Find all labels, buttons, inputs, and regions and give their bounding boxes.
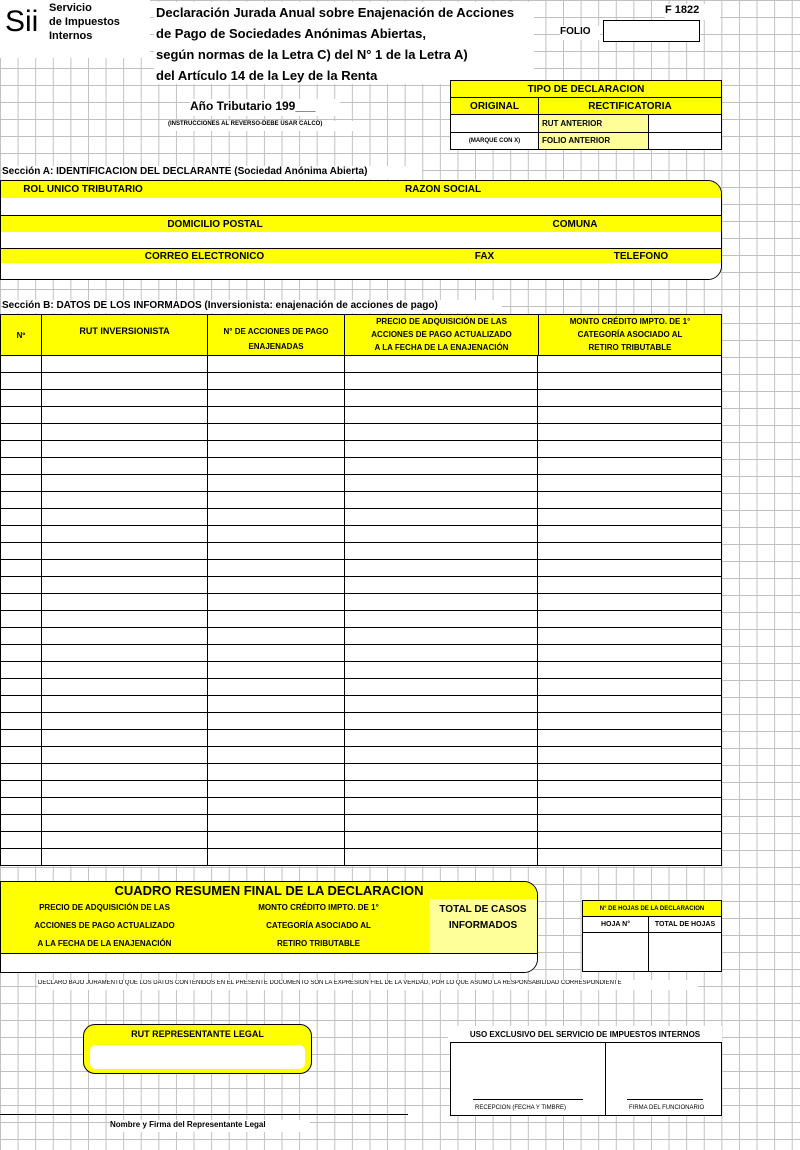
table-cell[interactable]	[538, 373, 722, 390]
col-monto-line-2: CATEGORÍA ASOCIADO AL	[577, 330, 683, 339]
folio-label: FOLIO	[560, 26, 600, 40]
table-cell[interactable]	[207, 679, 344, 696]
domicilio-label: DOMICILIO POSTAL	[1, 215, 430, 233]
table-cell[interactable]	[41, 441, 207, 458]
table-cell[interactable]	[344, 611, 538, 628]
table-cell[interactable]	[41, 373, 207, 390]
resumen-monto-line-3: RETIRO TRIBUTABLE	[277, 939, 360, 948]
table-cell[interactable]	[344, 509, 538, 526]
table-cell[interactable]	[1, 543, 42, 560]
table-row	[1, 611, 722, 628]
table-cell[interactable]	[344, 441, 538, 458]
table-cell[interactable]	[41, 713, 207, 730]
table-cell[interactable]	[538, 645, 722, 662]
table-cell[interactable]	[207, 849, 344, 866]
table-cell[interactable]	[207, 662, 344, 679]
table-cell[interactable]	[1, 849, 42, 866]
uso-exclusivo-box	[450, 1042, 722, 1116]
table-cell[interactable]	[344, 475, 538, 492]
col-acciones-line-1: N° DE ACCIONES DE PAGO	[223, 327, 329, 336]
form-title-line-2: de Pago de Sociedades Anónimas Abiertas,	[156, 26, 426, 41]
table-row	[1, 815, 722, 832]
table-cell[interactable]	[538, 815, 722, 832]
form-code: F 1822	[665, 4, 720, 20]
table-cell[interactable]	[41, 577, 207, 594]
correo-label: CORREO ELECTRONICO	[1, 248, 409, 264]
table-cell[interactable]	[1, 458, 42, 475]
table-row	[1, 475, 722, 492]
oath-text: DECLARO BAJO JURAMENTO QUE LOS DATOS CONTENIDOS EN EL PRESENTE DOCUMENTO SON LA EXPRESION FIEL DE LA VERDAD, POR LO QUE ASUMO LA RESPONSABILIDAD CORRESPONDIENTE	[38, 980, 698, 990]
resumen-monto-field[interactable]	[208, 953, 430, 972]
table-cell[interactable]	[1, 509, 42, 526]
resumen-precio-line-1: PRECIO DE ADQUISICIÓN DE LAS	[39, 903, 170, 912]
table-cell[interactable]	[207, 628, 344, 645]
table-cell[interactable]	[538, 543, 722, 560]
col-monto-line-3: RETIRO TRIBUTABLE	[588, 343, 672, 352]
table-cell[interactable]	[41, 424, 207, 441]
informados-table	[0, 355, 722, 866]
table-cell[interactable]	[207, 526, 344, 543]
table-cell[interactable]	[344, 373, 538, 390]
table-cell[interactable]	[1, 577, 42, 594]
correo-field[interactable]	[1, 263, 409, 279]
table-cell[interactable]	[538, 832, 722, 849]
table-cell[interactable]	[207, 492, 344, 509]
marque-note: (MARQUE CON X)	[450, 132, 539, 150]
table-cell[interactable]	[538, 679, 722, 696]
comuna-label: COMUNA	[429, 215, 721, 233]
table-cell[interactable]	[41, 407, 207, 424]
table-row	[1, 662, 722, 679]
fax-label: FAX	[408, 248, 562, 264]
table-cell[interactable]	[41, 832, 207, 849]
tipo-declaracion-title: TIPO DE DECLARACION	[450, 80, 722, 98]
table-cell[interactable]	[1, 798, 42, 815]
table-cell[interactable]	[538, 390, 722, 407]
table-row	[1, 356, 722, 373]
tipo-original[interactable]: ORIGINAL	[450, 97, 539, 115]
total-hojas-field[interactable]	[648, 932, 722, 972]
rut-representante-field[interactable]	[90, 1045, 305, 1069]
table-cell[interactable]	[538, 798, 722, 815]
table-cell[interactable]	[1, 696, 42, 713]
table-cell[interactable]	[1, 679, 42, 696]
section-b-title: Sección B: DATOS DE LOS INFORMADOS (Inversionista: enajenación de acciones de pago)	[2, 300, 502, 313]
table-cell[interactable]	[207, 645, 344, 662]
table-cell[interactable]	[41, 679, 207, 696]
table-cell[interactable]	[344, 407, 538, 424]
table-cell[interactable]	[41, 781, 207, 798]
table-cell[interactable]	[538, 424, 722, 441]
table-cell[interactable]	[207, 713, 344, 730]
sii-logo	[0, 0, 150, 58]
table-cell[interactable]	[538, 730, 722, 747]
col-monto-line-1: MONTO CRÉDITO IMPTO. DE 1°	[569, 317, 691, 326]
table-row	[1, 628, 722, 645]
table-cell[interactable]	[538, 713, 722, 730]
table-cell[interactable]	[344, 781, 538, 798]
table-cell[interactable]	[41, 526, 207, 543]
telefono-field[interactable]	[561, 263, 721, 279]
table-row	[1, 577, 722, 594]
table-cell[interactable]	[538, 611, 722, 628]
table-cell[interactable]	[41, 560, 207, 577]
original-checkbox[interactable]	[450, 114, 539, 133]
table-cell[interactable]	[538, 662, 722, 679]
resumen-precio-field[interactable]	[1, 953, 209, 972]
table-cell[interactable]	[1, 832, 42, 849]
section-a-title: Sección A: IDENTIFICACION DEL DECLARANTE (Sociedad Anónima Abierta)	[2, 166, 422, 179]
table-row	[1, 594, 722, 611]
form-title	[154, 2, 534, 84]
table-cell[interactable]	[1, 526, 42, 543]
uso-exclusivo-title: USO EXCLUSIVO DEL SERVICIO DE IMPUESTOS INTERNOS	[448, 1026, 722, 1042]
table-row	[1, 832, 722, 849]
table-cell[interactable]	[538, 475, 722, 492]
hoja-n-field[interactable]	[582, 932, 649, 972]
col-precio-line-1: PRECIO DE ADQUISICIÓN DE LAS	[376, 317, 507, 326]
table-row	[1, 696, 722, 713]
table-cell[interactable]	[344, 543, 538, 560]
folio-field[interactable]	[603, 20, 700, 42]
firma-representante-label: Nombre y Firma del Representante Legal	[110, 1120, 310, 1132]
table-cell[interactable]	[41, 849, 207, 866]
resumen-monto-line-2: CATEGORÍA ASOCIADO AL	[266, 921, 371, 930]
table-row	[1, 492, 722, 509]
table-cell[interactable]	[41, 509, 207, 526]
table-cell[interactable]	[344, 662, 538, 679]
table-cell[interactable]	[1, 492, 42, 509]
ano-tributario: Año Tributario 199___	[190, 99, 340, 116]
total-hojas-label: TOTAL DE HOJAS	[648, 916, 722, 933]
table-row	[1, 458, 722, 475]
table-cell[interactable]	[207, 832, 344, 849]
resumen-title: CUADRO RESUMEN FINAL DE LA DECLARACION	[1, 882, 537, 900]
table-cell[interactable]	[344, 390, 538, 407]
representante-box	[83, 1024, 312, 1074]
table-cell[interactable]	[344, 577, 538, 594]
table-cell[interactable]	[41, 458, 207, 475]
table-cell[interactable]	[344, 713, 538, 730]
funcionario-line	[627, 1099, 703, 1100]
table-row	[1, 713, 722, 730]
table-cell[interactable]	[344, 424, 538, 441]
table-cell[interactable]	[538, 577, 722, 594]
table-row	[1, 424, 722, 441]
table-cell[interactable]	[538, 696, 722, 713]
table-cell[interactable]	[538, 509, 722, 526]
table-cell[interactable]	[41, 815, 207, 832]
table-row	[1, 560, 722, 577]
table-cell[interactable]	[41, 594, 207, 611]
fax-field[interactable]	[408, 263, 562, 279]
razon-social-field[interactable]	[165, 198, 721, 215]
table-cell[interactable]	[344, 696, 538, 713]
table-cell[interactable]	[344, 815, 538, 832]
table-cell[interactable]	[1, 815, 42, 832]
table-cell[interactable]	[1, 713, 42, 730]
table-row	[1, 509, 722, 526]
table-cell[interactable]	[344, 628, 538, 645]
table-cell[interactable]	[1, 781, 42, 798]
table-row	[1, 526, 722, 543]
table-cell[interactable]	[344, 458, 538, 475]
table-cell[interactable]	[207, 543, 344, 560]
col-acciones-line-2: ENAJENADAS	[248, 342, 304, 351]
folio-anterior-field[interactable]	[648, 132, 722, 150]
table-row	[1, 543, 722, 560]
table-cell[interactable]	[207, 373, 344, 390]
table-cell[interactable]	[538, 781, 722, 798]
form-title-line-4: del Artículo 14 de la Ley de la Renta	[156, 68, 378, 83]
table-cell[interactable]	[207, 577, 344, 594]
table-cell[interactable]	[1, 441, 42, 458]
table-cell[interactable]	[207, 407, 344, 424]
rut-anterior-label: RUT ANTERIOR	[538, 114, 649, 133]
table-cell[interactable]	[207, 441, 344, 458]
table-cell[interactable]	[538, 458, 722, 475]
table-cell[interactable]	[344, 798, 538, 815]
table-cell[interactable]	[207, 356, 344, 373]
table-cell[interactable]	[1, 645, 42, 662]
resumen-monto-header	[208, 899, 430, 954]
resumen-total-header	[429, 899, 537, 954]
table-row	[1, 441, 722, 458]
col-monto-header	[538, 314, 722, 356]
table-cell[interactable]	[41, 696, 207, 713]
firma-funcionario-label: FIRMA DEL FUNCIONARIO	[629, 1105, 705, 1111]
table-cell[interactable]	[538, 356, 722, 373]
table-row	[1, 764, 722, 781]
form-title-line-1: Declaración Jurada Anual sobre Enajenación de Acciones	[156, 5, 515, 20]
table-cell[interactable]	[538, 747, 722, 764]
table-cell[interactable]	[1, 611, 42, 628]
table-cell[interactable]	[41, 662, 207, 679]
col-precio-line-3: A LA FECHA DE LA ENAJENACIÓN	[374, 343, 509, 352]
resumen-precio-line-3: A LA FECHA DE LA ENAJENACIÓN	[37, 939, 172, 948]
table-cell[interactable]	[344, 849, 538, 866]
table-cell[interactable]	[1, 390, 42, 407]
table-cell[interactable]	[1, 662, 42, 679]
table-cell[interactable]	[207, 475, 344, 492]
table-cell[interactable]	[344, 679, 538, 696]
tipo-rectificatoria[interactable]: RECTIFICATORIA	[538, 97, 722, 115]
section-a-box	[0, 180, 722, 280]
table-cell[interactable]	[207, 696, 344, 713]
sii-logo-line1: Servicio	[49, 2, 92, 14]
table-row	[1, 645, 722, 662]
table-cell[interactable]	[207, 594, 344, 611]
table-cell[interactable]	[344, 594, 538, 611]
hojas-title: N° DE HOJAS DE LA DECLARACION	[582, 900, 722, 917]
telefono-label: TELEFONO	[561, 248, 721, 264]
recepcion-line	[473, 1099, 583, 1100]
table-cell[interactable]	[207, 560, 344, 577]
sii-logo-mark: Sii	[5, 5, 39, 38]
table-cell[interactable]	[1, 747, 42, 764]
table-cell[interactable]	[41, 747, 207, 764]
table-cell[interactable]	[207, 730, 344, 747]
table-cell[interactable]	[41, 475, 207, 492]
col-n-header: Nº	[0, 314, 42, 356]
folio-anterior-label: FOLIO ANTERIOR	[538, 132, 649, 150]
firma-line	[0, 1114, 408, 1115]
domicilio-field[interactable]	[1, 232, 721, 248]
table-cell[interactable]	[207, 815, 344, 832]
representante-title: RUT REPRESENTANTE LEGAL	[131, 1028, 264, 1039]
table-cell[interactable]	[344, 645, 538, 662]
resumen-precio-line-2: ACCIONES DE PAGO ACTUALIZADO	[34, 921, 175, 930]
table-row	[1, 781, 722, 798]
table-cell[interactable]	[207, 747, 344, 764]
table-cell[interactable]	[1, 594, 42, 611]
resumen-total-field[interactable]	[429, 953, 537, 972]
table-cell[interactable]	[207, 458, 344, 475]
rol-unico-label: ROL UNICO TRIBUTARIO	[1, 181, 166, 199]
table-cell[interactable]	[41, 390, 207, 407]
table-cell[interactable]	[538, 628, 722, 645]
rut-anterior-field[interactable]	[648, 114, 722, 133]
table-row	[1, 679, 722, 696]
table-cell[interactable]	[1, 373, 42, 390]
col-precio-line-2: ACCIONES DE PAGO ACTUALIZADO	[371, 330, 512, 339]
table-row	[1, 747, 722, 764]
col-acciones-header	[207, 314, 345, 356]
table-cell[interactable]	[538, 407, 722, 424]
table-cell[interactable]	[538, 764, 722, 781]
table-cell[interactable]	[207, 611, 344, 628]
table-cell[interactable]	[41, 730, 207, 747]
table-cell[interactable]	[41, 645, 207, 662]
table-cell[interactable]	[41, 356, 207, 373]
table-cell[interactable]	[344, 560, 538, 577]
sii-logo-line2: de Impuestos	[49, 16, 120, 28]
uso-divider	[605, 1043, 606, 1115]
table-cell[interactable]	[1, 424, 42, 441]
table-cell[interactable]	[41, 628, 207, 645]
table-cell[interactable]	[207, 781, 344, 798]
resumen-precio-header	[1, 899, 209, 954]
sii-logo-line3: Internos	[49, 30, 93, 42]
table-row	[1, 390, 722, 407]
resumen-total-line-1: TOTAL DE CASOS	[439, 904, 527, 915]
table-cell[interactable]	[1, 628, 42, 645]
table-cell[interactable]	[538, 849, 722, 866]
col-precio-header	[344, 314, 539, 356]
table-cell[interactable]	[1, 475, 42, 492]
table-cell[interactable]	[207, 764, 344, 781]
table-cell[interactable]	[538, 441, 722, 458]
table-cell[interactable]	[41, 764, 207, 781]
hoja-n-label: HOJA N°	[582, 916, 649, 933]
table-cell[interactable]	[1, 730, 42, 747]
table-cell[interactable]	[538, 526, 722, 543]
table-cell[interactable]	[207, 509, 344, 526]
razon-social-label: RAZON SOCIAL	[165, 181, 721, 199]
table-row	[1, 730, 722, 747]
table-cell[interactable]	[538, 492, 722, 509]
table-cell[interactable]	[344, 492, 538, 509]
table-cell[interactable]	[207, 390, 344, 407]
resumen-box	[0, 881, 538, 973]
table-cell[interactable]	[1, 407, 42, 424]
rol-unico-field[interactable]	[1, 198, 166, 215]
table-cell[interactable]	[41, 611, 207, 628]
table-cell[interactable]	[1, 764, 42, 781]
table-row	[1, 798, 722, 815]
table-cell[interactable]	[344, 764, 538, 781]
table-cell[interactable]	[1, 560, 42, 577]
table-cell[interactable]	[207, 798, 344, 815]
table-row	[1, 373, 722, 390]
resumen-total-line-2: INFORMADOS	[448, 920, 518, 931]
table-cell[interactable]	[538, 560, 722, 577]
table-cell[interactable]	[1, 356, 42, 373]
resumen-monto-line-1: MONTO CRÉDITO IMPTO. DE 1°	[258, 903, 379, 912]
table-row	[1, 407, 722, 424]
table-cell[interactable]	[41, 492, 207, 509]
instrucciones-note: (INSTRUCCIONES AL REVERSO-DEBE USAR CALCO)	[168, 121, 358, 131]
table-row	[1, 849, 722, 866]
table-cell[interactable]	[41, 543, 207, 560]
table-cell[interactable]	[538, 594, 722, 611]
table-cell[interactable]	[344, 730, 538, 747]
table-cell[interactable]	[344, 747, 538, 764]
table-cell[interactable]	[344, 526, 538, 543]
form-title-line-3: según normas de la Letra C) del N° 1 de la Letra A)	[156, 47, 468, 62]
col-rut-header: RUT INVERSIONISTA	[41, 314, 208, 356]
table-cell[interactable]	[344, 832, 538, 849]
table-cell[interactable]	[41, 798, 207, 815]
table-cell[interactable]	[207, 424, 344, 441]
recepcion-label: RECEPCION (FECHA Y TIMBRE)	[475, 1105, 567, 1111]
table-cell[interactable]	[344, 356, 538, 373]
